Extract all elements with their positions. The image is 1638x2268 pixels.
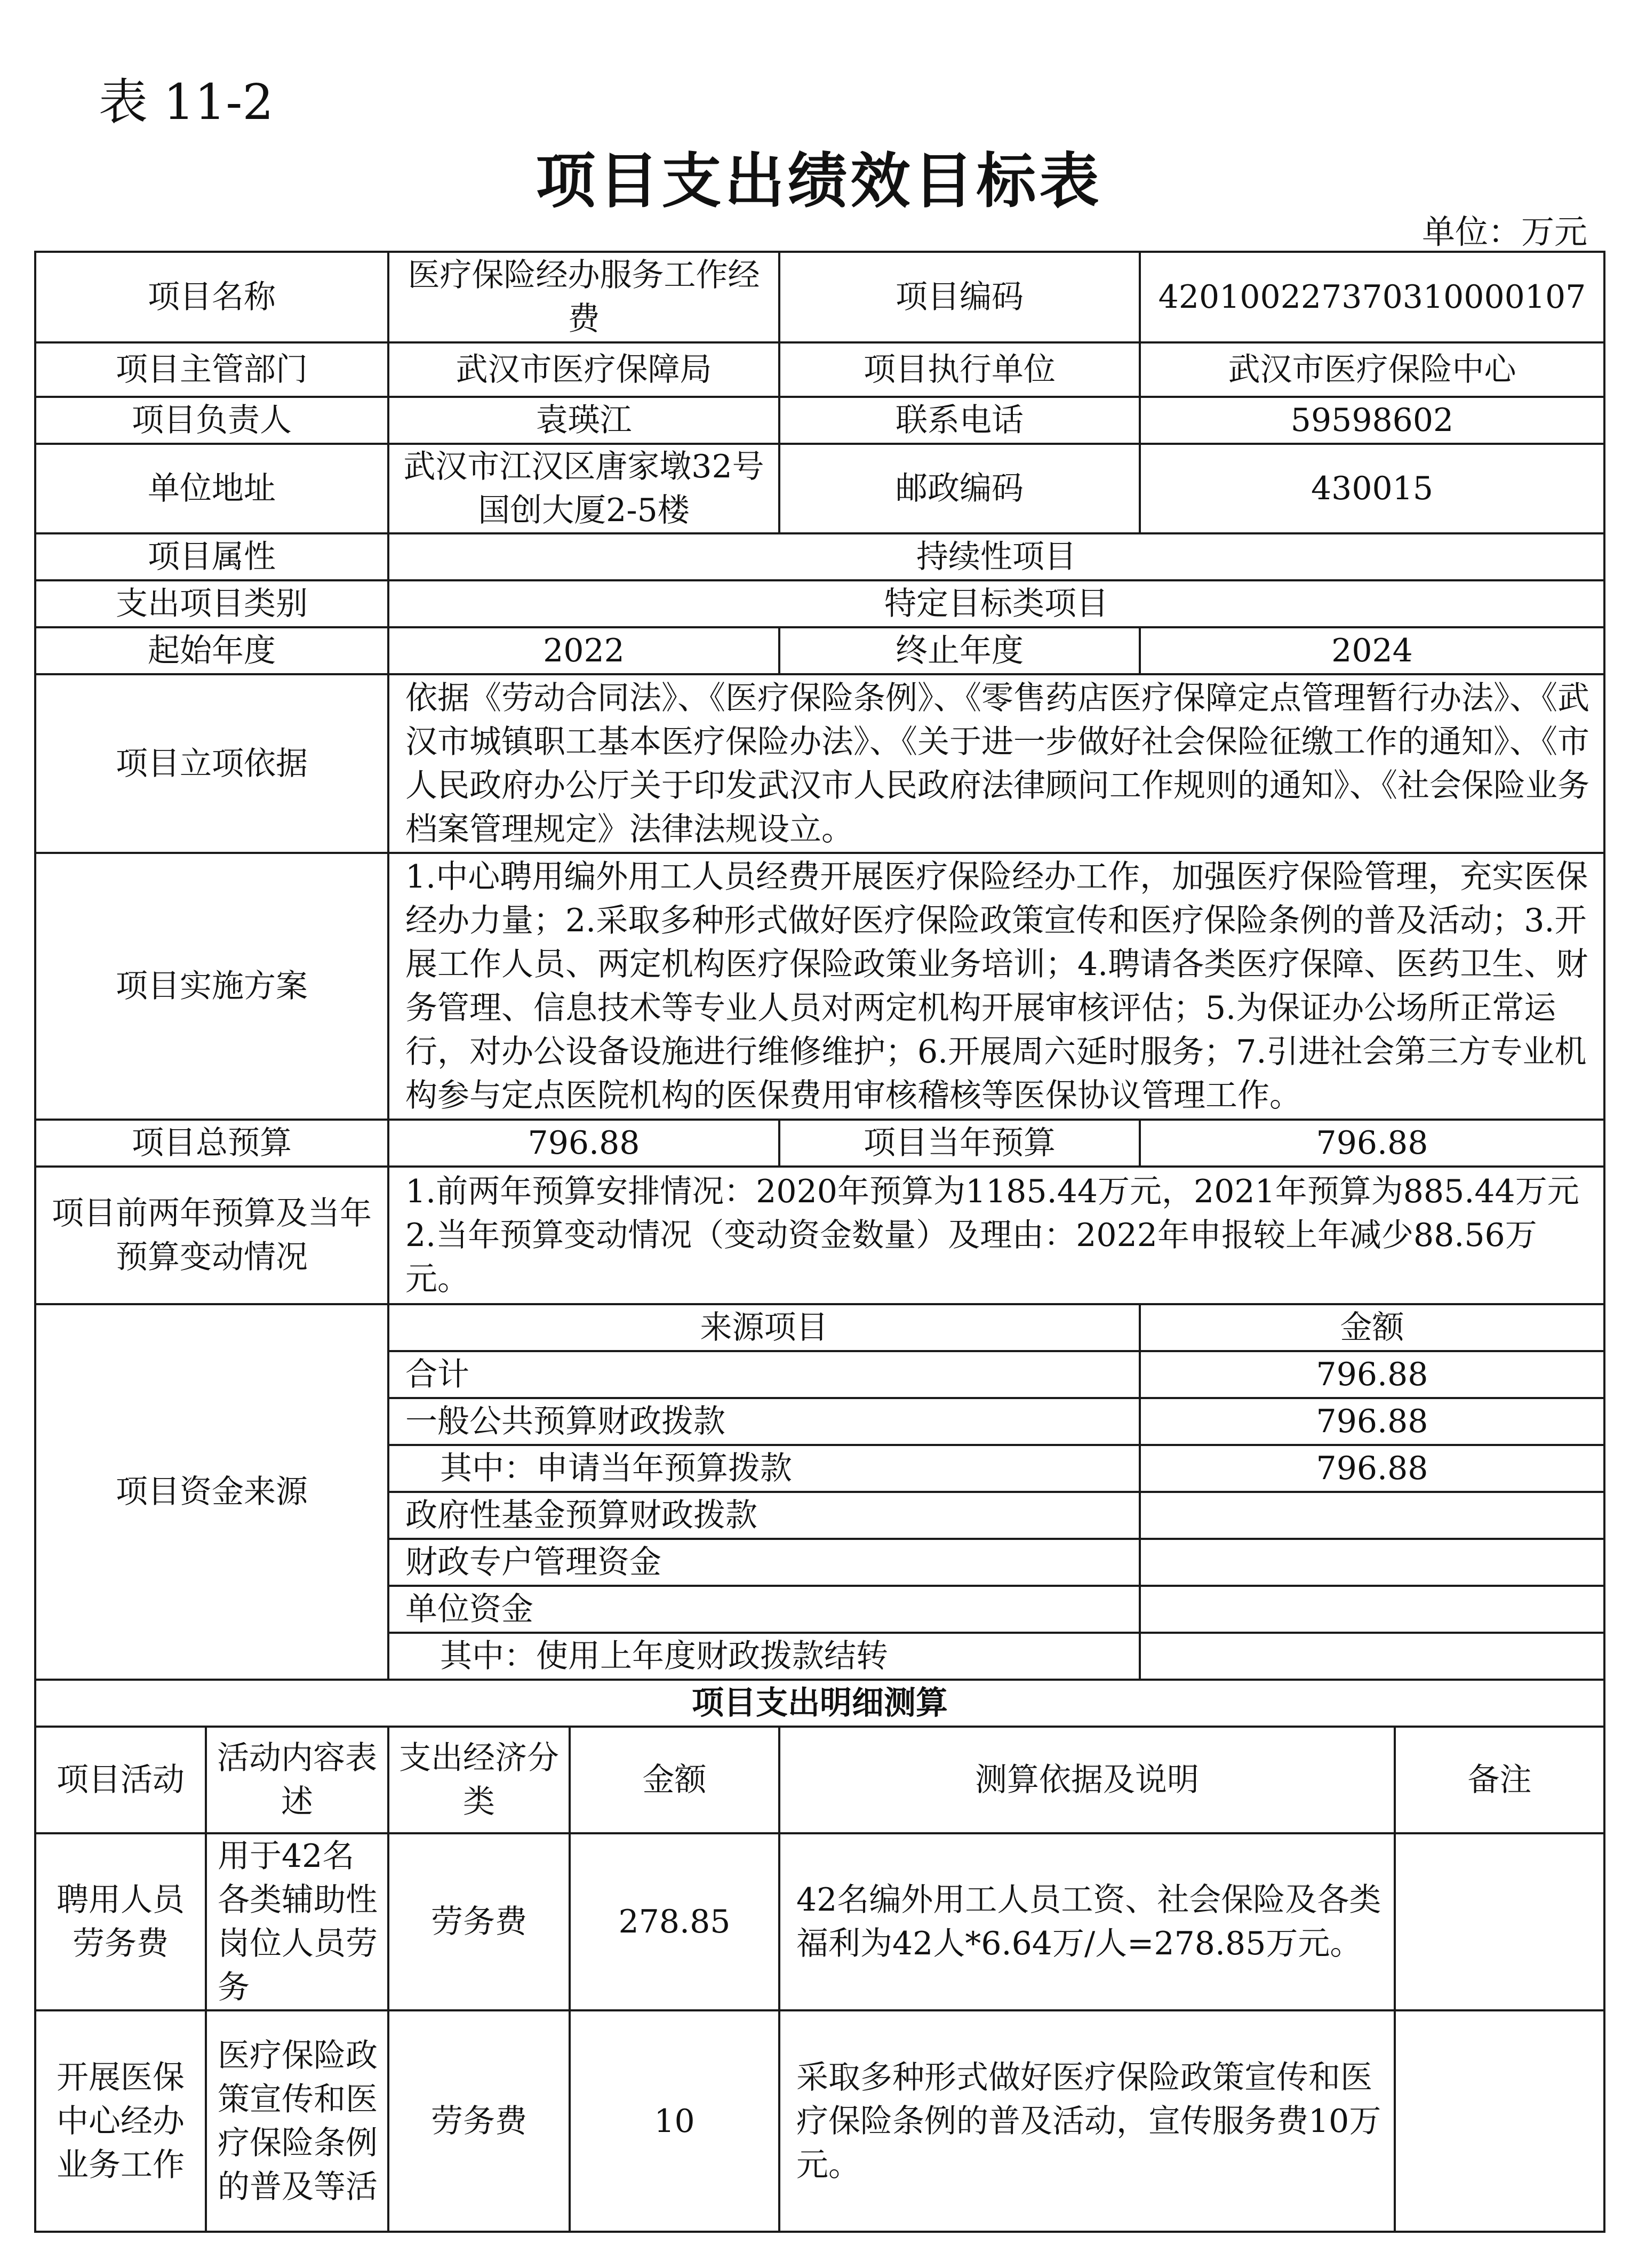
funding-source-amount: 796.88 xyxy=(1140,1445,1604,1492)
detail-basis: 采取多种形式做好医疗保险政策宣传和医疗保险条例的普及活动，宣传服务费10万元。 xyxy=(779,2010,1395,2232)
budget-change-line-1: 1.前两年预算安排情况：2020年预算为1185.44万元，2021年预算为885.44万元 xyxy=(405,1173,1579,1210)
detail-basis: 42名编外用工人员工资、社会保险及各类福利为42人*6.64万/人=278.85万元。 xyxy=(779,1833,1395,2010)
end-year-value: 2024 xyxy=(1140,627,1604,674)
budget-change-text xyxy=(388,1167,1604,1304)
basis-label: 项目立项依据 xyxy=(35,674,388,853)
detail-section-title: 项目支出明细测算 xyxy=(35,1680,1604,1727)
detail-header-row xyxy=(35,1727,1604,1833)
detail-activity: 聘用人员劳务费 xyxy=(35,1833,206,2010)
address-label: 单位地址 xyxy=(35,444,388,533)
budget-change-line-2: 2.当年预算变动情况（变动资金数量）及理由：2022年申报较上年减少88.56万元。 xyxy=(405,1217,1537,1298)
detail-content: 医疗保险政策宣传和医疗保险条例的普及等活 xyxy=(206,2010,388,2232)
row-dept xyxy=(35,342,1604,397)
budget-change-label: 项目前两年预算及当年预算变动情况 xyxy=(35,1167,388,1304)
row-years xyxy=(35,627,1604,674)
funding-col-amount: 金额 xyxy=(1140,1304,1604,1351)
detail-header-content: 活动内容表述 xyxy=(206,1727,388,1833)
project-code-value: 420100227370310000107 xyxy=(1140,252,1604,342)
detail-section-row xyxy=(35,1680,1604,1727)
funding-source-name: 合计 xyxy=(388,1351,1140,1398)
detail-header-note: 备注 xyxy=(1395,1727,1604,1833)
row-budget-change xyxy=(35,1167,1604,1304)
row-leader xyxy=(35,397,1604,444)
address-value: 武汉市江汉区唐家墩32号国创大厦2-5楼 xyxy=(388,444,779,533)
row-address xyxy=(35,444,1604,533)
detail-amount: 10 xyxy=(570,2010,779,2232)
table-number: 表 11-2 xyxy=(99,74,274,131)
basis-text: 依据《劳动合同法》、《医疗保险条例》、《零售药店医疗保障定点管理暂行办法》、《武汉市城镇职工基本医疗保险办法》、《关于进一步做好社会保险征缴工作的通知》、《市人民政府办公厅关于印发武汉市人民政府法律顾问工作规则的通知》、《社会保险业务档案管理规定》法律法规设立。 xyxy=(388,674,1604,853)
funding-source-amount xyxy=(1140,1633,1604,1680)
funding-source-name: 财政专户管理资金 xyxy=(388,1539,1140,1586)
detail-header-amount: 金额 xyxy=(570,1727,779,1833)
funding-source-name: 其中：使用上年度财政拨款结转 xyxy=(388,1633,1140,1680)
detail-header-activity: 项目活动 xyxy=(35,1727,206,1833)
row-basis xyxy=(35,674,1604,853)
funding-source-amount xyxy=(1140,1492,1604,1539)
row-project-name xyxy=(35,252,1604,342)
row-category xyxy=(35,580,1604,627)
exec-unit-label: 项目执行单位 xyxy=(779,342,1140,397)
category-label: 支出项目类别 xyxy=(35,580,388,627)
plan-text: 1.中心聘用编外用工人员经费开展医疗保险经办工作，加强医疗保险管理，充实医保经办力量；2.采取多种形式做好医疗保险政策宣传和医疗保险条例的普及活动；3.开展工作人员、两定机构医疗保险政策业务培训；4.聘请各类医疗保障、医药卫生、财务管理、信息技术等专业人员对两定机构开展审核评估；5.为保证办公场所正常运行，对办公设备设施进行维修维护；6.开展周六延时服务；7.引进社会第三方专业机构参与定点医院机构的医保费用审核稽核等医保协议管理工作。 xyxy=(388,853,1604,1120)
leader-value: 袁瑛江 xyxy=(388,397,779,444)
detail-row xyxy=(35,2010,1604,2232)
dept-value: 武汉市医疗保障局 xyxy=(388,342,779,397)
funding-source-name: 单位资金 xyxy=(388,1586,1140,1633)
phone-label: 联系电话 xyxy=(779,397,1140,444)
total-budget-value: 796.88 xyxy=(388,1120,779,1167)
dept-label: 项目主管部门 xyxy=(35,342,388,397)
funding-label: 项目资金来源 xyxy=(35,1304,388,1680)
funding-source-name: 一般公共预算财政拨款 xyxy=(388,1398,1140,1445)
funding-source-amount xyxy=(1140,1539,1604,1586)
project-name-label: 项目名称 xyxy=(35,252,388,342)
detail-note xyxy=(1395,1833,1604,2010)
postcode-value: 430015 xyxy=(1140,444,1604,533)
attr-value: 持续性项目 xyxy=(388,533,1604,580)
unit-label: 单位：万元 xyxy=(1421,212,1587,251)
detail-row xyxy=(35,1833,1604,2010)
project-code-label: 项目编码 xyxy=(779,252,1140,342)
performance-table xyxy=(34,251,1603,2233)
attr-label: 项目属性 xyxy=(35,533,388,580)
detail-class: 劳务费 xyxy=(388,1833,570,2010)
detail-class: 劳务费 xyxy=(388,2010,570,2232)
end-year-label: 终止年度 xyxy=(779,627,1140,674)
row-plan xyxy=(35,853,1604,1120)
year-budget-value: 796.88 xyxy=(1140,1120,1604,1167)
funding-source-amount xyxy=(1140,1586,1604,1633)
detail-header-class: 支出经济分类 xyxy=(388,1727,570,1833)
detail-amount: 278.85 xyxy=(570,1833,779,2010)
funding-source-name: 其中：申请当年预算拨款 xyxy=(388,1445,1140,1492)
detail-activity: 开展医保中心经办业务工作 xyxy=(35,2010,206,2232)
start-year-label: 起始年度 xyxy=(35,627,388,674)
project-name-value: 医疗保险经办服务工作经费 xyxy=(388,252,779,342)
postcode-label: 邮政编码 xyxy=(779,444,1140,533)
row-budget xyxy=(35,1120,1604,1167)
phone-value: 59598602 xyxy=(1140,397,1604,444)
funding-source-name: 政府性基金预算财政拨款 xyxy=(388,1492,1140,1539)
detail-header-basis: 测算依据及说明 xyxy=(779,1727,1395,1833)
funding-col-source: 来源项目 xyxy=(388,1304,1140,1351)
funding-header-row xyxy=(35,1304,1604,1351)
funding-source-amount: 796.88 xyxy=(1140,1351,1604,1398)
start-year-value: 2022 xyxy=(388,627,779,674)
exec-unit-value: 武汉市医疗保险中心 xyxy=(1140,342,1604,397)
detail-content: 用于42名各类辅助性岗位人员劳务 xyxy=(206,1833,388,2010)
page-title: 项目支出绩效目标表 xyxy=(536,147,1102,216)
leader-label: 项目负责人 xyxy=(35,397,388,444)
year-budget-label: 项目当年预算 xyxy=(779,1120,1140,1167)
total-budget-label: 项目总预算 xyxy=(35,1120,388,1167)
category-value: 特定目标类项目 xyxy=(388,580,1604,627)
row-attr xyxy=(35,533,1604,580)
plan-label: 项目实施方案 xyxy=(35,853,388,1120)
funding-source-amount: 796.88 xyxy=(1140,1398,1604,1445)
detail-note xyxy=(1395,2010,1604,2232)
